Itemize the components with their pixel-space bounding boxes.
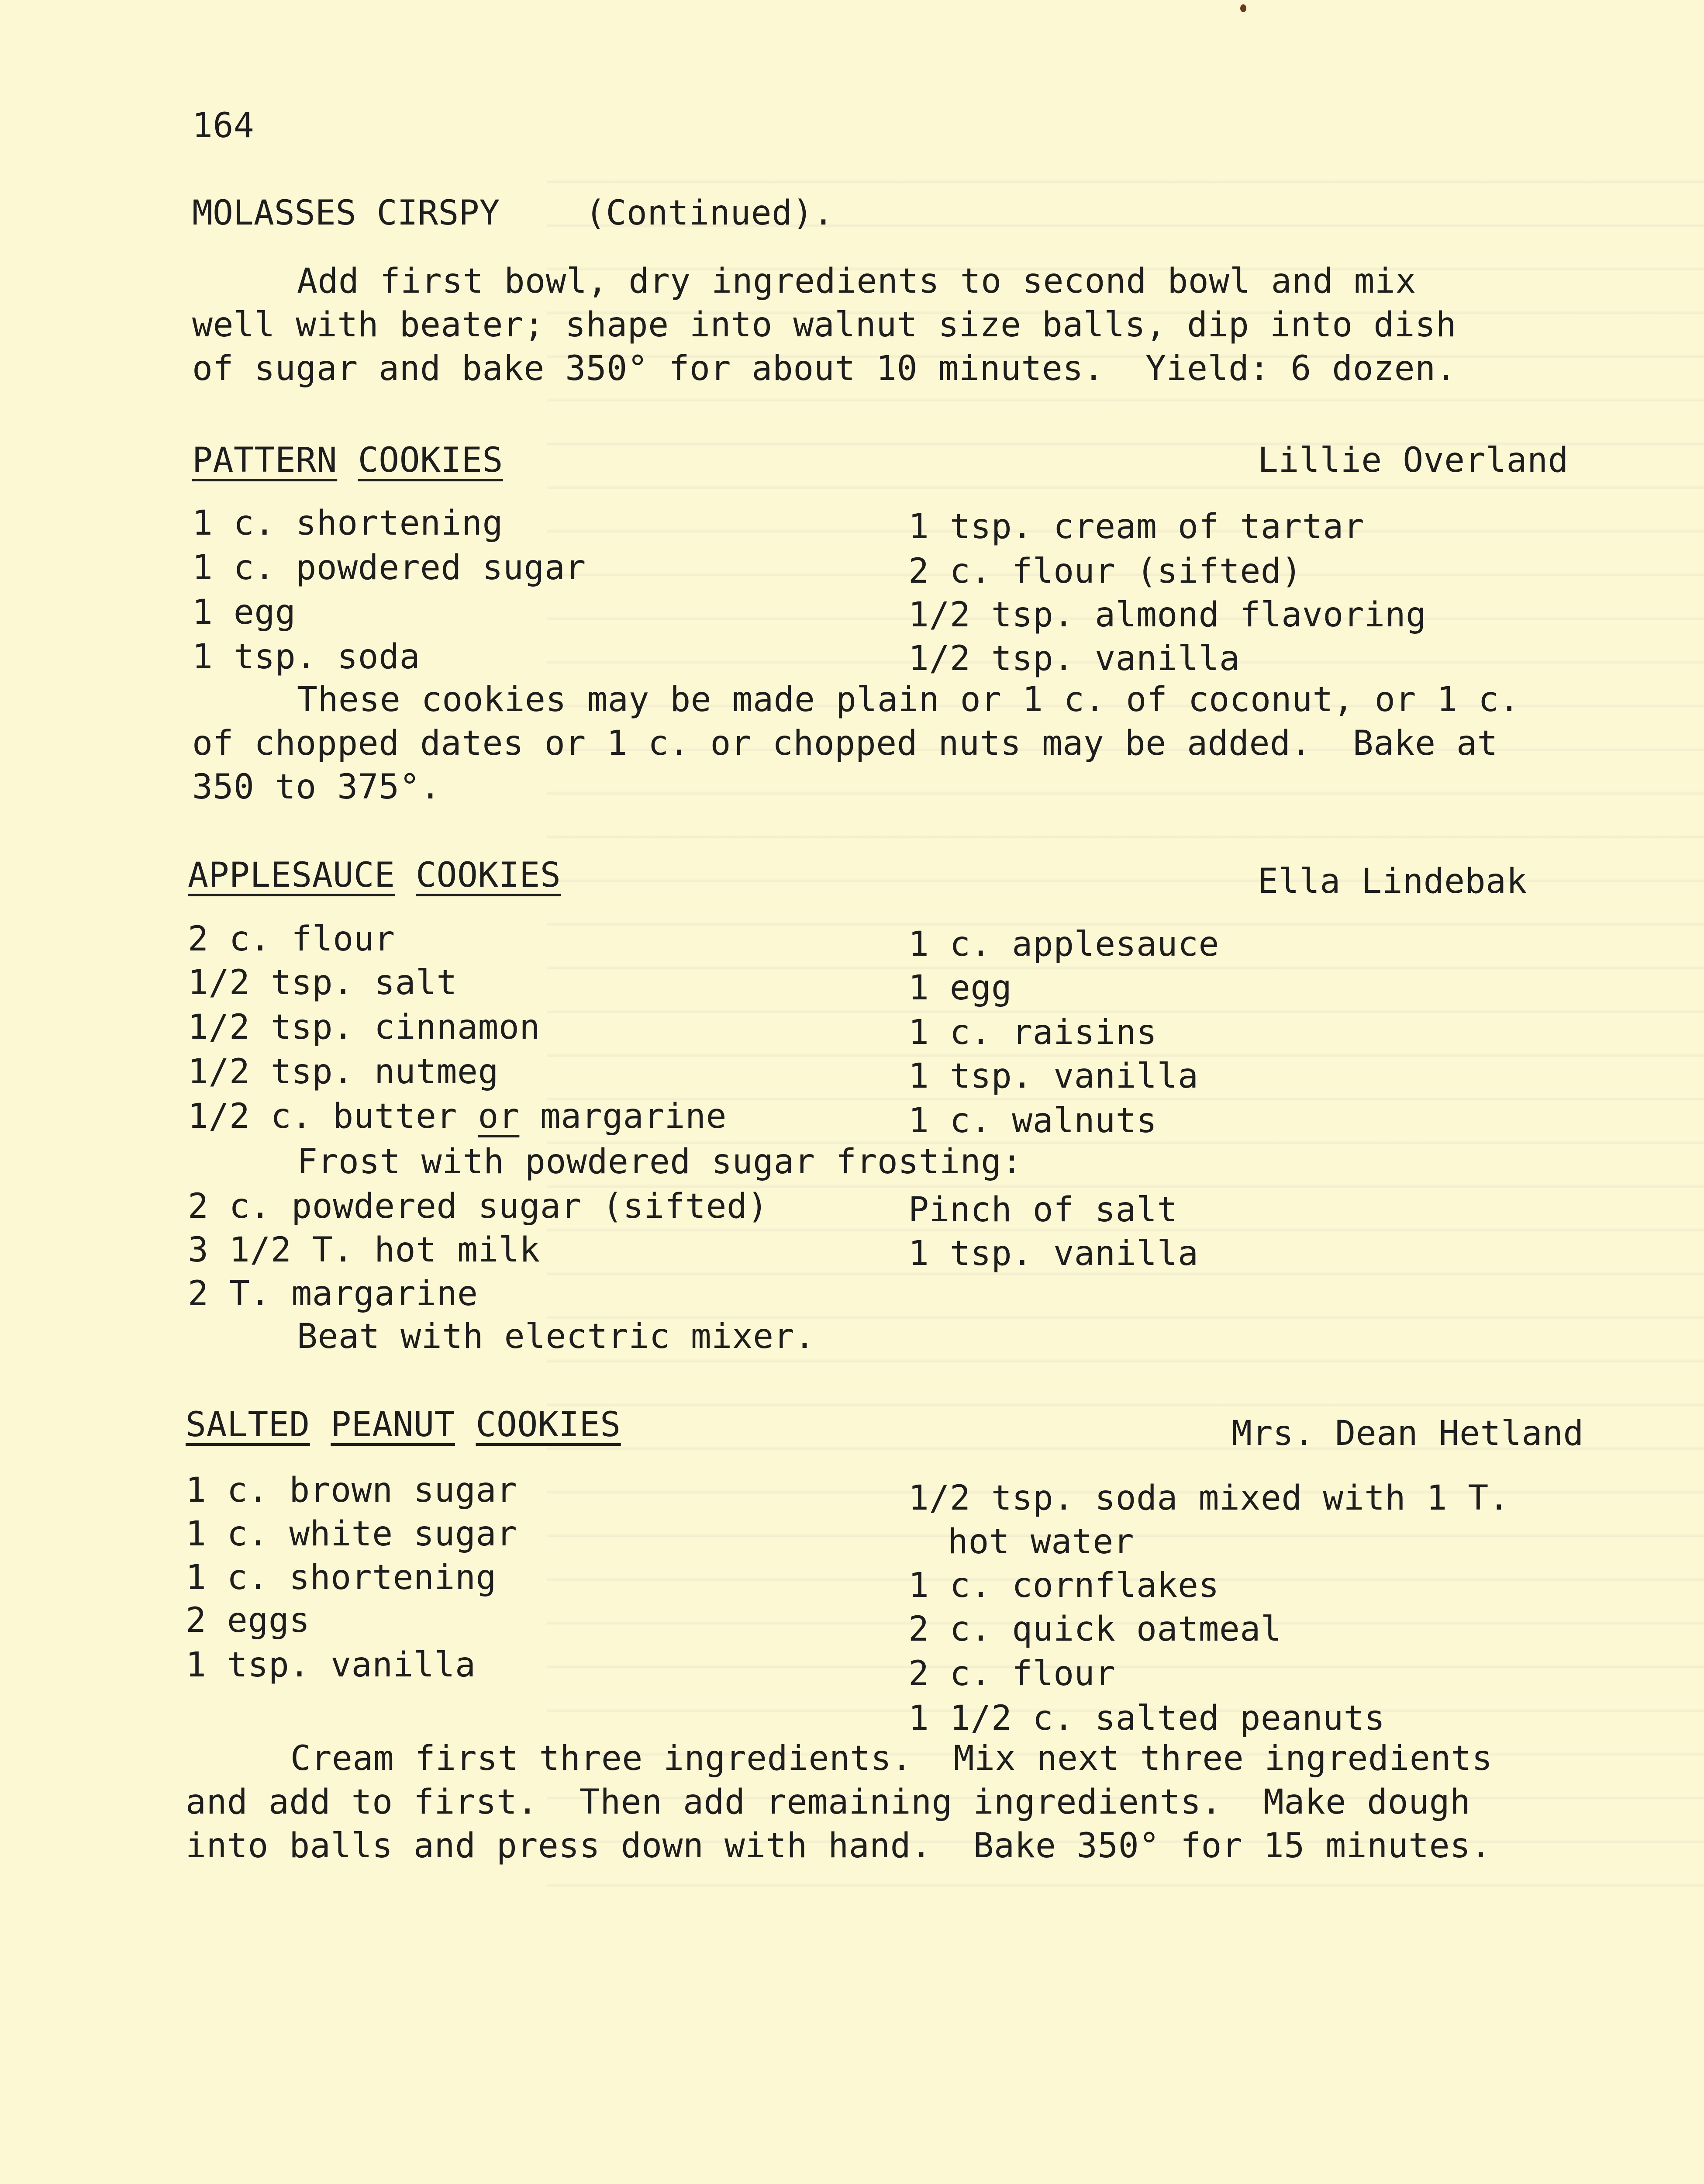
ingredient: 1 c. shortening — [192, 504, 503, 543]
ingredient-emphasis: or — [478, 1097, 520, 1136]
ingredient: hot water — [948, 1522, 1135, 1562]
ingredient: 1 tsp. vanilla — [908, 1057, 1199, 1096]
ingredient: 1 tsp. cream of tartar — [908, 507, 1365, 546]
ingredient: 1 c. applesauce — [908, 925, 1219, 964]
ingredient: 1/2 tsp. cinnamon — [188, 1008, 540, 1047]
ingredient: 1 egg — [908, 968, 1012, 1008]
ingredient: 2 c. flour (sifted) — [908, 552, 1302, 591]
recipe-title-salted-peanut-cookies — [186, 1403, 621, 1447]
molasses-line: of sugar and bake 350° for about 10 minutes. Yield: 6 dozen. — [192, 349, 1457, 388]
recipe-author: Mrs. Dean Hetland — [1231, 1414, 1584, 1453]
ingredient-butter — [188, 1095, 727, 1138]
recipe-title-pattern-cookies — [192, 439, 503, 482]
title-word: COOKIES — [416, 856, 561, 895]
frosting-ingredient: Pinch of salt — [908, 1190, 1178, 1230]
ingredient: 1 c. white sugar — [186, 1514, 517, 1554]
ingredient: 2 c. flour — [188, 919, 395, 959]
ingredient: 1 c. walnuts — [908, 1101, 1157, 1140]
ingredient-text: 1/2 c. butter — [188, 1097, 478, 1136]
recipe-note: These cookies may be made plain or 1 c. of coconut, or 1 c. — [297, 680, 1520, 719]
ingredient: 1/2 tsp. almond flavoring — [908, 595, 1427, 635]
ingredient: 2 eggs — [186, 1601, 310, 1640]
ingredient: 1 c. powdered sugar — [192, 548, 586, 587]
recipe-note: of chopped dates or 1 c. or chopped nuts may be added. Bake at — [192, 724, 1498, 763]
title-word: APPLESAUCE — [188, 856, 395, 895]
ingredient: 1 c. shortening — [186, 1558, 497, 1597]
frosting-ingredient: 3 1/2 T. hot milk — [188, 1230, 540, 1270]
recipe-direction: and add to first. Then add remaining ingredients. Make dough — [186, 1783, 1471, 1822]
frosting-ingredient: 2 T. margarine — [188, 1274, 478, 1313]
recipe-direction: Cream first three ingredients. Mix next three ingredients — [290, 1739, 1493, 1778]
frosting-intro: Frost with powdered sugar frosting: — [297, 1142, 1023, 1182]
title-word: PATTERN — [192, 441, 338, 480]
ingredient: 1 tsp. vanilla — [186, 1645, 476, 1685]
recipe-direction: into balls and press down with hand. Bake 350° for 15 minutes. — [186, 1826, 1491, 1866]
ingredient: 1 c. cornflakes — [908, 1566, 1219, 1605]
frosting-ingredient: 1 tsp. vanilla — [908, 1234, 1199, 1273]
recipe-title-applesauce-cookies — [188, 854, 561, 897]
ingredient: 1 egg — [192, 593, 296, 632]
ingredient-text: margarine — [519, 1097, 727, 1136]
recipe-note: 350 to 375°. — [192, 767, 441, 807]
ingredient: 1 c. raisins — [908, 1013, 1157, 1052]
ingredient: 1/2 tsp. salt — [188, 963, 457, 1002]
recipe-author: Ella Lindebak — [1258, 862, 1527, 901]
molasses-line: Add first bowl, dry ingredients to second bowl and mix — [297, 262, 1416, 301]
ingredient: 1 1/2 c. salted peanuts — [908, 1699, 1385, 1738]
title-word: COOKIES — [476, 1405, 621, 1444]
molasses-continued: (Continued). — [585, 194, 834, 233]
title-word: COOKIES — [358, 441, 503, 480]
title-word: PEANUT — [331, 1405, 455, 1444]
page-number: 164 — [192, 106, 255, 145]
ingredient: 1 c. brown sugar — [186, 1471, 517, 1510]
ingredient: 1 tsp. soda — [192, 637, 421, 677]
ink-speck — [1240, 4, 1246, 12]
molasses-title: MOLASSES CIRSPY — [192, 194, 500, 233]
recipe-author: Lillie Overland — [1258, 441, 1569, 480]
ingredient: 2 c. flour — [908, 1654, 1116, 1693]
ingredient: 2 c. quick oatmeal — [908, 1610, 1282, 1649]
molasses-line: well with beater; shape into walnut size balls, dip into dish — [192, 305, 1457, 345]
frosting-direction: Beat with electric mixer. — [297, 1317, 815, 1356]
frosting-ingredient: 2 c. powdered sugar (sifted) — [188, 1187, 768, 1226]
ingredient: 1/2 tsp. nutmeg — [188, 1052, 499, 1092]
ingredient: 1/2 tsp. vanilla — [908, 639, 1240, 678]
ingredient: 1/2 tsp. soda mixed with 1 T. — [908, 1479, 1510, 1518]
title-word: SALTED — [186, 1405, 310, 1444]
